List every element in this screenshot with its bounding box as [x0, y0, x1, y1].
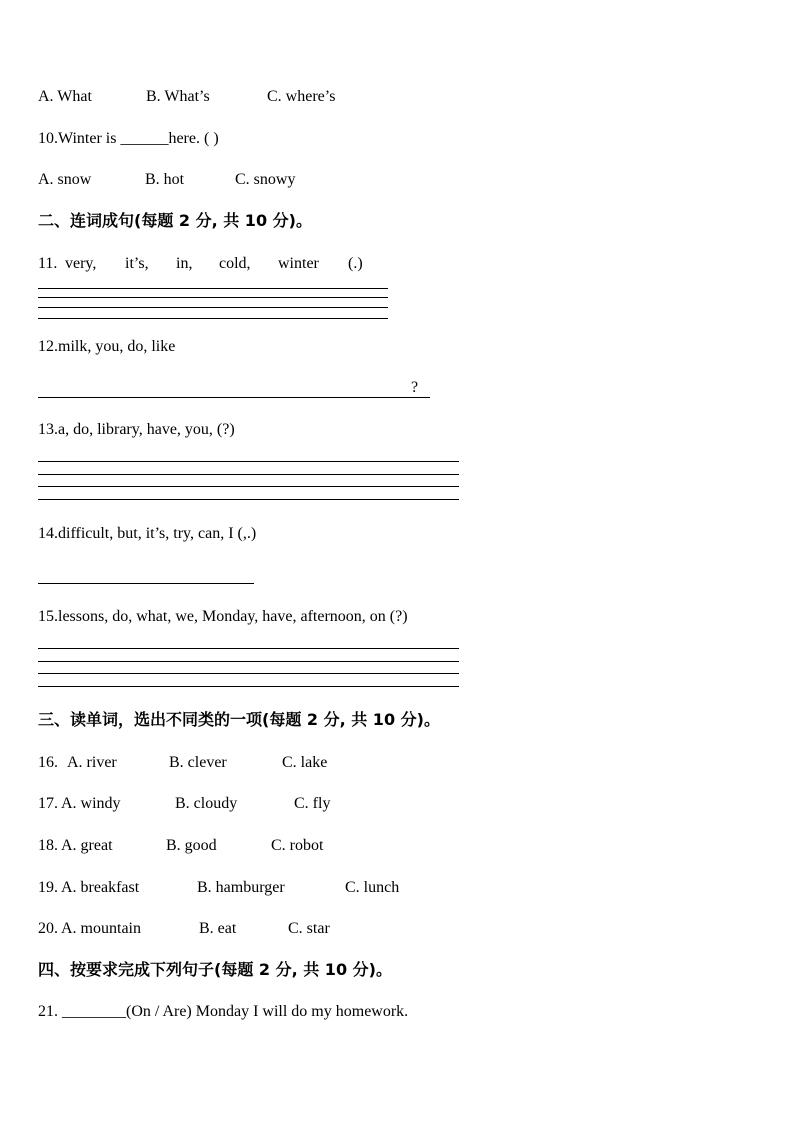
- answer-line: [38, 461, 459, 462]
- q16-option-a: A. river: [67, 754, 117, 771]
- answer-line: [38, 648, 459, 649]
- answer-line: [38, 583, 254, 584]
- q17-option-c: C. fly: [294, 795, 331, 812]
- q18-row: [38, 836, 324, 856]
- q20-option-a: A. mountain: [61, 920, 141, 937]
- q10-stem: 10.Winter is ______here. ( ): [38, 130, 219, 147]
- q18-option-b: B. good: [166, 837, 217, 854]
- q18-option-c: C. robot: [271, 837, 324, 854]
- answer-line: [38, 397, 430, 398]
- answer-line: [38, 486, 459, 487]
- answer-line: [38, 661, 459, 662]
- q16-row: [38, 753, 328, 773]
- q19-number: 19.: [38, 879, 58, 896]
- q16-option-c: C. lake: [282, 754, 328, 771]
- answer-line: [38, 288, 388, 289]
- q21-prompt: 21. ________(On / Are) Monday I will do my homework.: [38, 1003, 409, 1020]
- q19-row: [38, 878, 400, 898]
- q11-word: very,: [65, 255, 97, 272]
- answer-line: [38, 474, 459, 475]
- answer-line: [38, 673, 459, 674]
- q11-word: winter: [278, 255, 319, 272]
- q17-row: [38, 794, 331, 814]
- q16-number: 16.: [38, 754, 58, 771]
- q15-prompt: 15.lessons, do, what, we, Monday, have, afternoon, on (?): [38, 608, 408, 625]
- q11-word: (.): [348, 255, 363, 272]
- q10-option-b: B. hot: [145, 171, 185, 188]
- section2-heading: 二、连词成句(每题 2 分, 共 10 分)。: [38, 211, 312, 230]
- section3-heading: 三、读单词，选出不同类的一项(每题 2 分, 共 10 分)。: [38, 710, 440, 729]
- q17-option-a: A. windy: [61, 795, 121, 812]
- q19-option-a: A. breakfast: [61, 879, 140, 896]
- q11-prompt: [38, 254, 363, 274]
- q20-option-c: C. star: [288, 920, 330, 937]
- q19-option-c: C. lunch: [345, 879, 400, 896]
- q12-question-mark: ?: [411, 379, 419, 396]
- q9-options: [38, 87, 335, 107]
- q20-number: 20.: [38, 920, 58, 937]
- q14-prompt: 14.difficult, but, it’s, try, can, I (,.): [38, 525, 257, 542]
- q17-number: 17.: [38, 795, 58, 812]
- q18-number: 18.: [38, 837, 58, 854]
- answer-line: [38, 686, 459, 687]
- answer-line: [38, 297, 388, 298]
- q18-option-a: A. great: [61, 837, 113, 854]
- q11-word: it’s,: [125, 255, 149, 272]
- q16-option-b: B. clever: [169, 754, 227, 771]
- q9-option-b: B. What’s: [146, 88, 210, 105]
- q11-word: cold,: [219, 255, 251, 272]
- q11-number: 11.: [38, 255, 58, 272]
- q10-option-a: A. snow: [38, 171, 92, 188]
- q11-word: in,: [176, 255, 193, 272]
- q10-options: [38, 170, 295, 190]
- q13-prompt: 13.a, do, library, have, you, (?): [38, 421, 235, 438]
- q20-option-b: B. eat: [199, 920, 237, 937]
- q12-prompt: 12.milk, you, do, like: [38, 338, 176, 355]
- section4-heading: 四、按要求完成下列句子(每题 2 分, 共 10 分)。: [38, 960, 392, 979]
- q9-option-c: C. where’s: [267, 88, 336, 105]
- answer-line: [38, 307, 388, 308]
- q20-row: [38, 919, 330, 939]
- answer-line: [38, 318, 388, 319]
- answer-line: [38, 499, 459, 500]
- q17-option-b: B. cloudy: [175, 795, 238, 812]
- q9-option-a: A. What: [38, 88, 92, 105]
- q10-option-c: C. snowy: [235, 171, 296, 188]
- q19-option-b: B. hamburger: [197, 879, 285, 896]
